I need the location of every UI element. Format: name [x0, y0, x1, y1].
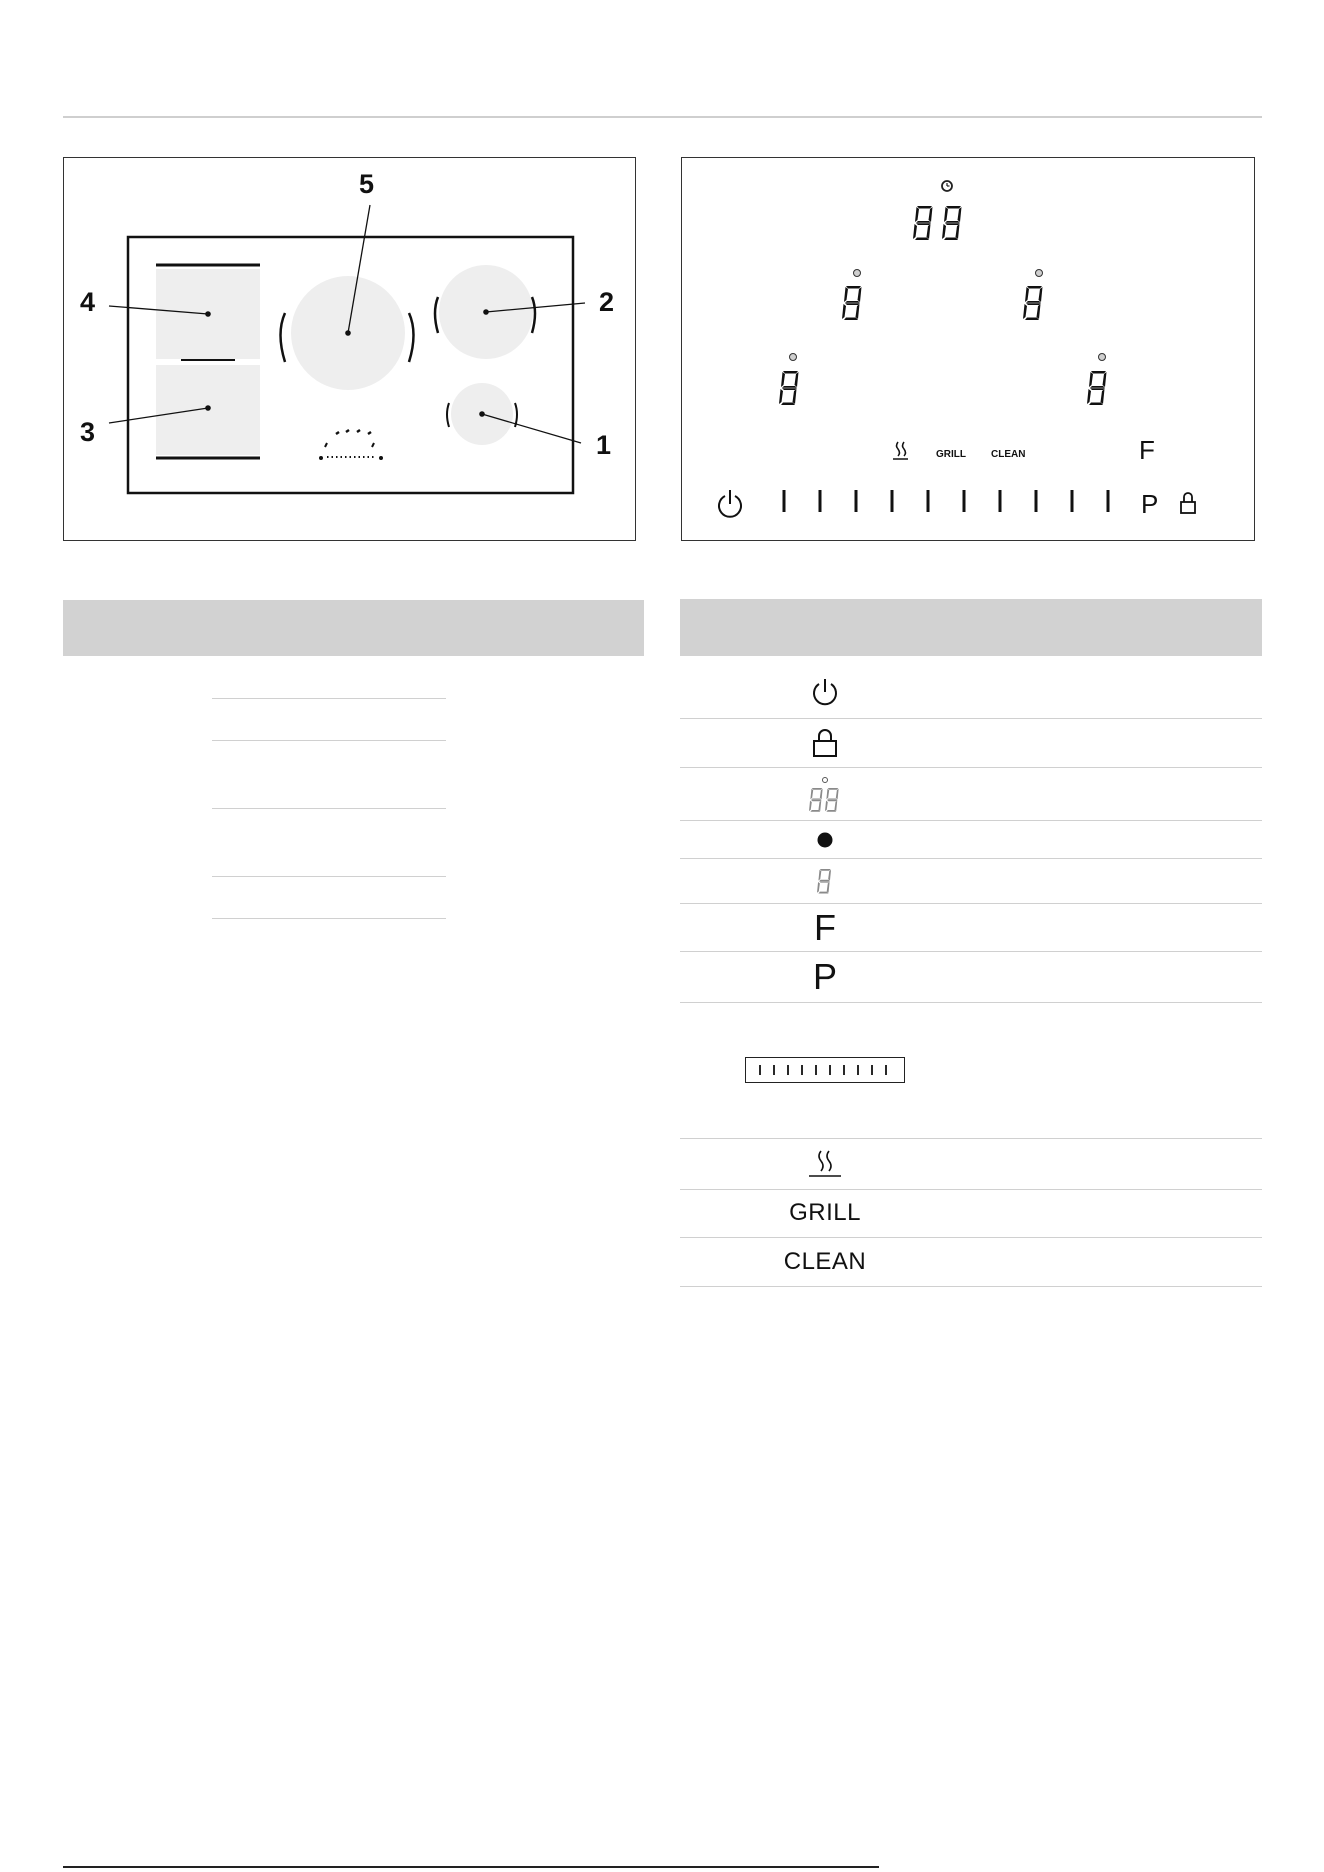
symbol-row-lock — [735, 722, 915, 764]
right-table-rule — [680, 1286, 1262, 1287]
callout-2: 2 — [599, 287, 615, 317]
callout-5: 5 — [359, 169, 375, 199]
zone-led-front-right — [1099, 354, 1106, 361]
zone-led-rear-right — [1036, 270, 1043, 277]
slider-bars-icon — [745, 1057, 905, 1083]
right-table-rule — [680, 951, 1262, 952]
left-table-header — [63, 600, 644, 656]
hob-diagram — [63, 157, 636, 541]
right-table-rule — [680, 903, 1262, 904]
left-table-rule — [212, 808, 446, 809]
symbol-row-p — [735, 954, 915, 1000]
p-button[interactable]: P — [1141, 489, 1159, 519]
symbol-row-grill — [735, 1192, 915, 1234]
right-table-header — [680, 599, 1262, 656]
right-table-rule — [680, 820, 1262, 821]
clean-label: CLEAN — [991, 449, 1026, 460]
left-table-rule — [212, 876, 446, 877]
left-table-rule — [212, 740, 446, 741]
zone-indicator-dot-icon — [815, 830, 835, 850]
p-symbol: P — [812, 956, 837, 997]
symbol-row-keep-warm — [735, 1142, 915, 1186]
clean-symbol: CLEAN — [783, 1248, 867, 1275]
right-table-rule — [680, 1138, 1262, 1139]
timer-display-icon — [805, 776, 845, 812]
symbol-row-dot — [735, 824, 915, 856]
callout-4: 4 — [80, 287, 96, 317]
power-icon — [808, 675, 842, 709]
top-rule — [63, 116, 1262, 118]
right-table-rule — [680, 1237, 1262, 1238]
zone-digit-icon — [815, 867, 835, 895]
zone-led-rear-left — [854, 270, 861, 277]
symbol-row-f — [735, 906, 915, 950]
f-symbol: F — [814, 907, 836, 948]
control-panel-diagram — [681, 157, 1255, 541]
bottom-rule — [63, 1866, 879, 1868]
callout-1: 1 — [596, 430, 612, 460]
right-table-rule — [680, 1189, 1262, 1190]
right-table-rule — [680, 767, 1262, 768]
keep-warm-icon — [807, 1147, 843, 1181]
symbol-row-digit — [735, 862, 915, 900]
symbol-row-timer — [735, 772, 915, 816]
right-table-rule — [680, 718, 1262, 719]
right-table-rule — [680, 858, 1262, 859]
left-table-rule — [212, 918, 446, 919]
f-letter: F — [1139, 435, 1155, 465]
right-table-rule — [680, 1002, 1262, 1003]
lock-icon — [810, 727, 840, 759]
left-table-rule — [212, 698, 446, 699]
symbol-row-clean — [735, 1240, 915, 1284]
callout-3: 3 — [80, 417, 96, 447]
zone-led-front-left — [790, 354, 797, 361]
grill-label: GRILL — [936, 449, 966, 460]
grill-symbol: GRILL — [789, 1199, 861, 1226]
symbol-row-power — [735, 670, 915, 714]
